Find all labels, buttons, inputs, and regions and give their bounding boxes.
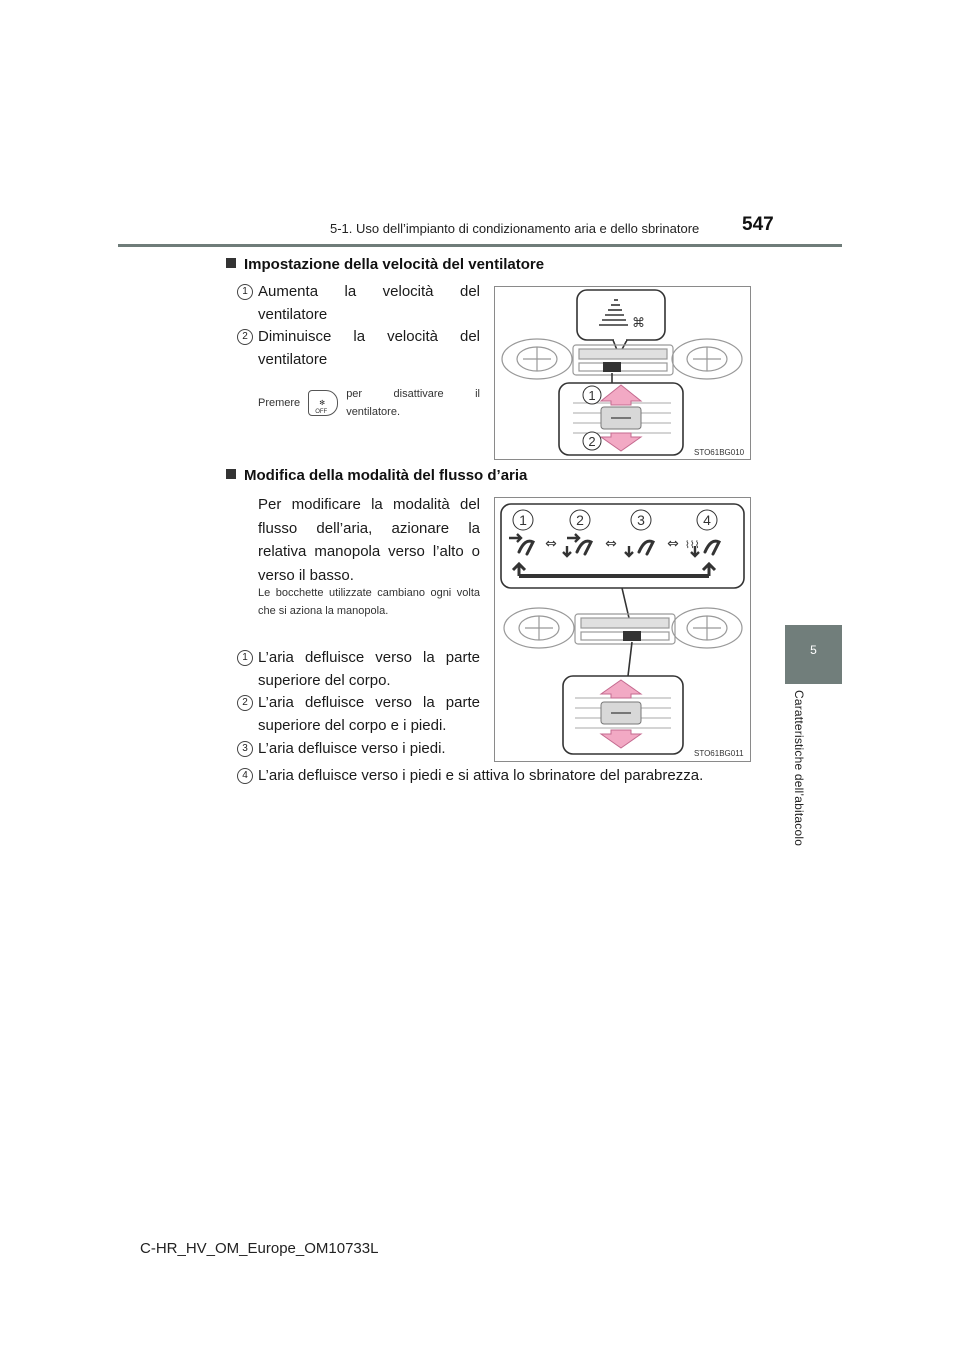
figure-fan-code: STO61BG010 [694, 448, 745, 457]
footer-document-code: C-HR_HV_OM_Europe_OM10733L [140, 1240, 379, 1257]
figure-airflow-mode [494, 497, 751, 762]
double-arrow-icon: ⇔ [605, 536, 617, 552]
item-number: 3 [237, 738, 253, 757]
section-heading-airflow-text: Modifica della modalità del flusso d’aria [244, 467, 528, 484]
chapter-tab-number: 5 [810, 643, 817, 657]
square-bullet-icon [226, 469, 236, 479]
chapter-tab-label: Caratteristiche dell’abitacolo [792, 690, 806, 847]
double-arrow-icon: ⇔ [667, 536, 679, 552]
section-heading-fan [226, 256, 544, 273]
figure-airflow-callout-1: 1 [519, 512, 527, 528]
airflow-item-1-text: L’aria defluisce verso la parte superiore del corpo. [258, 649, 480, 689]
square-bullet-icon [226, 258, 236, 268]
airflow-item-4-text: L’aria defluisce verso i piedi e si attiva lo sbrinatore del parabrezza. [258, 767, 704, 784]
section-heading-fan-text: Impostazione della velocità del ventilatore [244, 256, 545, 273]
airflow-item-3-text: L’aria defluisce verso i piedi. [258, 740, 446, 757]
page-number: 547 [742, 214, 774, 235]
chapter-tab [785, 625, 842, 684]
figure-airflow-callout-2: 2 [576, 512, 584, 528]
header-rule [118, 244, 842, 247]
item-number: 2 [237, 692, 253, 711]
figure-airflow-drawing [495, 498, 750, 761]
airflow-intro: Per modificare la modalità del flusso dell’aria, azionare la relativa manopola verso l’alto o verso il basso. [258, 496, 480, 584]
item-number: 2 [237, 326, 253, 345]
airflow-note: Le bocchette utilizzate cambiano ogni volta che si aziona la manopola. [258, 587, 480, 617]
item-number: 4 [237, 765, 253, 784]
svg-text:⌘: ⌘ [632, 316, 645, 331]
section-heading-airflow [226, 467, 527, 484]
figure-fan-speed [494, 286, 751, 460]
fan-off-note-after: per disattivare il ventilatore. [346, 388, 480, 418]
fan-item-1-text: Aumenta la velocità del ventilatore [258, 283, 480, 323]
defroster-icon: ⌇⌇⌇ [685, 540, 700, 551]
item-number: 1 [237, 647, 253, 666]
fan-off-button-icon: ✻ OFF [308, 390, 338, 416]
airflow-item-2-text: L’aria defluisce verso la parte superiore del corpo e i piedi. [258, 694, 480, 734]
fan-item-2-text: Diminuisce la velocità del ventilatore [258, 328, 480, 368]
figure-fan-callout-1: 1 [588, 388, 596, 403]
figure-fan-speed-drawing [495, 287, 750, 459]
figure-airflow-code: STO61BG011 [694, 749, 744, 758]
header-title: 5-1. Uso dell’impianto di condizionamento aria e dello sbrinatore [330, 221, 700, 236]
figure-fan-callout-2: 2 [588, 434, 596, 449]
double-arrow-icon: ⇔ [545, 536, 557, 552]
item-number: 1 [237, 281, 253, 300]
fan-off-note [258, 385, 480, 421]
fan-icon: ✻ [319, 400, 326, 407]
figure-airflow-callout-3: 3 [637, 512, 645, 528]
figure-airflow-callout-4: 4 [703, 512, 711, 528]
fan-off-note-before: Premere [258, 397, 301, 409]
